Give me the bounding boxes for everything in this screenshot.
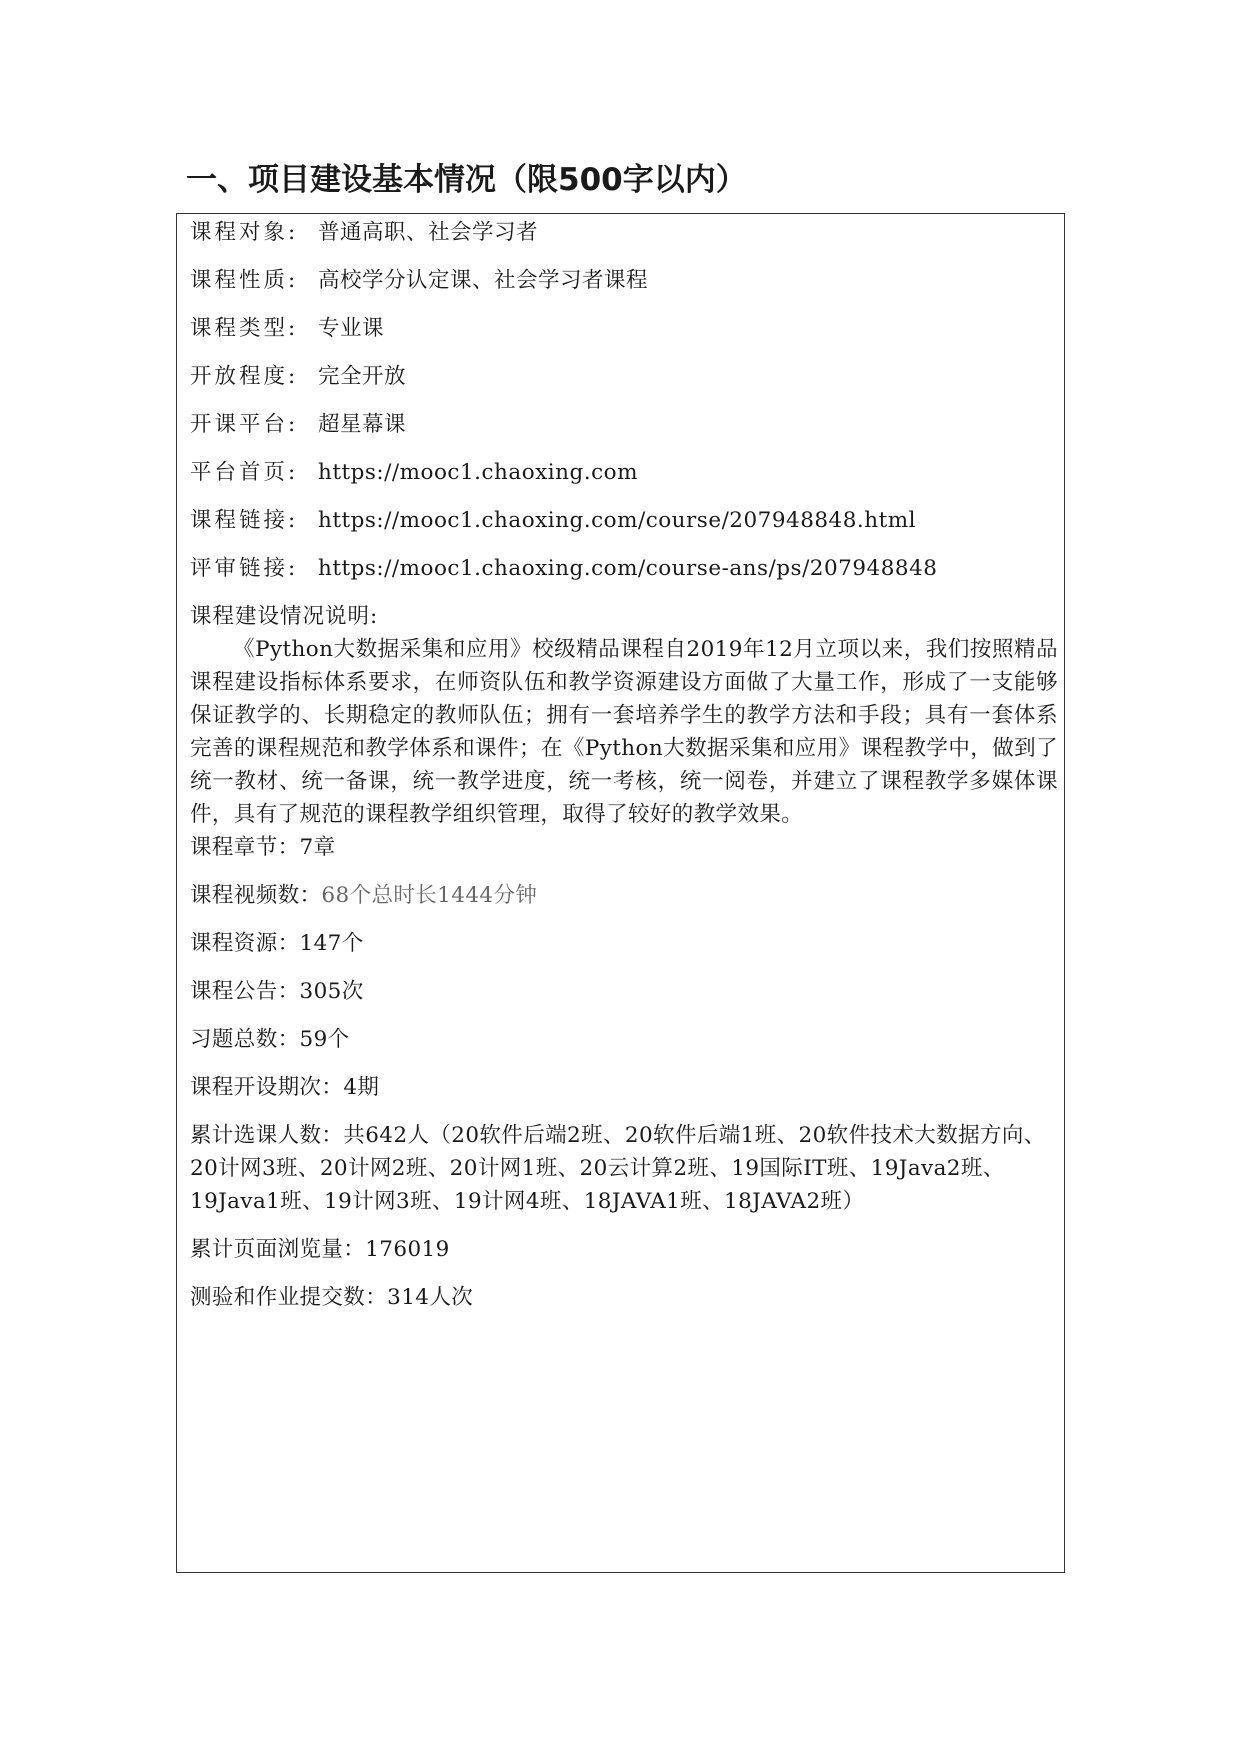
stat-value: 68个总时长1444分钟 <box>321 883 538 908</box>
stat-label: 课程视频数： <box>190 883 322 908</box>
field-value: 高校学分认定课、社会学习者课程 <box>318 268 649 293</box>
section-title: 一、项目建设基本情况（限500字以内） <box>186 162 747 198</box>
field-value: 专业课 <box>318 316 385 341</box>
stat-label: 测验和作业提交数： <box>190 1285 388 1310</box>
field-value: 完全开放 <box>318 364 407 389</box>
field-course-nature <box>190 264 1058 297</box>
project-info-cell <box>190 216 1058 1329</box>
description-paragraph: 《Python大数据采集和应用》校级精品课程自2019年12月立项以来，我们按照精品课程建设指标体系要求，在师资队伍和教学资源建设方面做了大量工作，形成了一支能够保证教学的、长期稳定的教师队伍；拥有一套培养学生的教学方法和手段；具有一套体系完善的课程规范和教学体系和课件；在《Python大数据采集和应用》课程教学中，做到了统一教材、统一备课，统一教学进度，统一考核，统一阅卷，并建立了课程教学多媒体课件，具有了规范的课程教学组织管理，取得了较好的教学效果。 <box>190 637 1058 827</box>
stat-label: 累计选课人数： <box>190 1123 344 1148</box>
review-link[interactable]: https://mooc1.chaoxing.com/course-ans/ps/207948848 <box>318 556 938 581</box>
stat-value: 7章 <box>299 835 336 860</box>
stat-enrollment <box>190 1119 1058 1218</box>
stat-chapters <box>190 831 1058 864</box>
stat-value: 4期 <box>343 1075 380 1100</box>
stat-label: 累计页面浏览量： <box>190 1237 366 1262</box>
field-label: 课程性质: <box>190 268 299 293</box>
field-platform-home <box>190 456 1058 489</box>
description-heading: 课程建设情况说明: <box>190 604 379 629</box>
field-course-audience <box>190 216 1058 249</box>
field-label: 评审链接: <box>190 556 299 581</box>
stat-value: 59个 <box>299 1027 350 1052</box>
field-value: 普通高职、社会学习者 <box>318 220 539 245</box>
stat-value: 147个 <box>299 931 364 956</box>
stat-value: 共642人（20软件后端2班、20软件后端1班、20软件技术大数据方向、20计网3班、20计网2班、20计网1班、20云计算2班、19国际IT班、19Java2班、19Java1班、19计网3班、19计网4班、18JAVA1班、18JAVA2班） <box>190 1123 1046 1214</box>
stat-label: 课程资源： <box>190 931 300 956</box>
stat-label: 课程公告： <box>190 979 300 1004</box>
stat-videos <box>190 879 1058 912</box>
field-label: 平台首页: <box>190 460 299 485</box>
stat-label: 课程开设期次： <box>190 1075 344 1100</box>
field-platform <box>190 408 1058 441</box>
field-value: 超星幕课 <box>318 412 407 437</box>
stat-resources <box>190 927 1058 960</box>
course-link[interactable]: https://mooc1.chaoxing.com/course/207948848.html <box>318 508 917 533</box>
stat-value: 176019 <box>365 1237 450 1262</box>
stat-sessions <box>190 1071 1058 1104</box>
stat-page-views <box>190 1233 1058 1266</box>
field-course-type <box>190 312 1058 345</box>
field-open-level <box>190 360 1058 393</box>
field-label: 课程类型: <box>190 316 299 341</box>
field-review-link <box>190 552 1058 585</box>
field-label: 开课平台: <box>190 412 299 437</box>
platform-home-link[interactable]: https://mooc1.chaoxing.com <box>318 460 638 485</box>
stat-label: 课程章节： <box>190 835 300 860</box>
stat-announcements <box>190 975 1058 1008</box>
stat-submissions <box>190 1281 1058 1314</box>
field-label: 开放程度: <box>190 364 299 389</box>
field-label: 课程对象: <box>190 220 299 245</box>
stat-label: 习题总数： <box>190 1027 300 1052</box>
stat-value: 305次 <box>299 979 364 1004</box>
field-course-link <box>190 504 1058 537</box>
stat-value: 314人次 <box>387 1285 474 1310</box>
field-label: 课程链接: <box>190 508 299 533</box>
stat-exercises <box>190 1023 1058 1056</box>
